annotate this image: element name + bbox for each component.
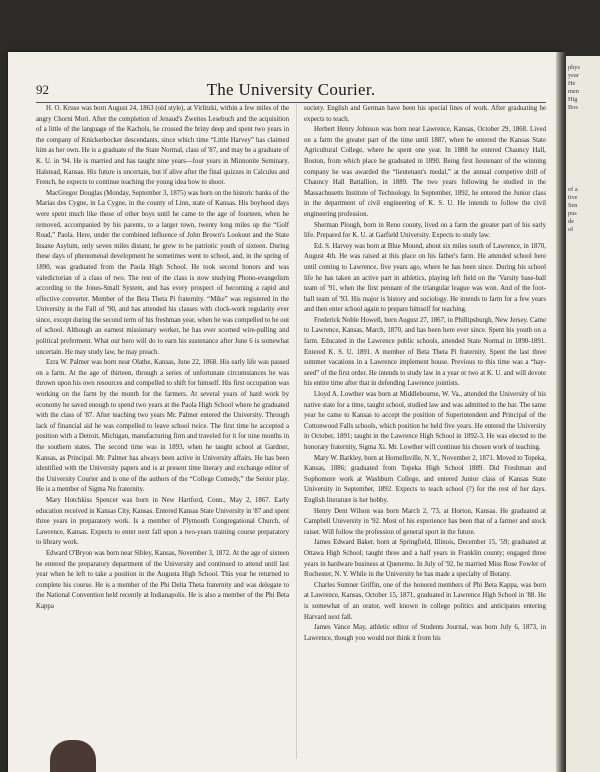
side-fragment: Hig [568,96,578,103]
bio-paragraph-continued: society. English and German have been his special lines of work. After graduating he expects to teach. [304,105,546,123]
book-binding [556,52,566,772]
left-column [36,104,289,613]
side-fragment: tive [568,194,578,201]
bio-paragraph: Frederick Noble Howell, born August 27, 1867, in Phillipsburgh, New Jersey. Came to Lawrence, Kansas, March, 1870, and has been here ever since. Spent his youth on a farm. Educated in the Lawrence public schools, attended State Normal in 1890-1891. Entered K. S. U. 1891. A member of Beta Theta Pi fraternity. Spent the last three summer vacations in a Lawrence implement house. Previous to this time was a “hay-seed” of the first order. He intends to study law in a year or two at K. U. and will devote his entire time after that in defending Lawrence jointists. [304,316,546,388]
column-divider [296,104,297,759]
bio-paragraph: Ed. S. Harvey was born at Blue Mound, about six miles south of Lawrence, in 1870, August 4th. He was raised at this place on his father's farm. He attended school here until coming to Lawrence, five years ago, where he has been since. During his school life he has taken an active part in athletics, playing left field on the 'Varsity base-ball team of '91, when the first pennant of the triangular league was won. And of the foot-ball team of '93. His major is history and sociology. He intends to farm for a few years and then enter school again to prepare himself for teaching. [304,242,546,314]
adjacent-page-edge [566,56,600,772]
bio-paragraph: Mary W. Barkley, born at Hornellsville, N. Y., November 2, 1871. Moved to Topeka, Kansas, 1886; graduated from Topeka High School 1889. Did Freshman and Sophomore work at Washburn College, and entered Junior class of Kansas State University in September, 1892. Expects to teach school (?) for the rest of her days. English literature is her hobby. [304,454,546,504]
bio-paragraph: Charles Sumner Griffin, one of the honored members of Phi Beta Kappa, was born at Lawrence, Kansas, October 15, 1871, graduated in Lawrence High School in '88. He is somewhat of an orator, well known in college politics and anticipates entering Harvard next fall. [304,581,546,621]
side-fragment: of a [568,186,578,193]
side-fragment: year [568,72,579,79]
side-fragment: men [568,88,579,95]
side-fragment: Sen [568,202,578,209]
bio-paragraph: James Vance May, athletic editor of Students Journal, was born July 6, 1873, in Lawrence, though you would not think it from his [304,624,546,642]
bio-paragraph: Herbert Henry Johnson was born near Lawrence, Kansas, October 29, 1868. Lived on a farm the greater part of the time until 1887, when he entered the Kansas State Agricultural College, where he spent one year. In 1888 he entered Chauncy Hall, Boston, from which place he graduated in 1890. Being first lieutenant of the winning company he was awarded the “lieutenant's medal,” at the annual competive drill of Chauncy Hall Battallion, in 1889. The two years following he studied in the Massachusetts Institute of Technology. In September, 1892, he entered the Junior class in the department of civil engineering of K. S. U. He intends to follow the civil engineering profession. [304,126,546,218]
bio-paragraph: MacGregor Douglas (Monday, September 3, 1875) was born on the historic banks of the Marias des Cygne, in La Cygne, in the county of Linn, state of Kansas. His boyhood days were spent much like those of other boys until he came to the age of fourteen, when he removed, accompanied by his parents, to a larger town, twenty long miles up the “Golf Road,” Paola. Here, under the combined influence of John Brown's Lookout and the State Insane Asylum, only seven miles distant, he grew to be patriotic youth of sixteen. During these days of phenomenal development he sometimes went to school, and, in the spring of 1890, was graduated from the Paola High School. He took second honors and was valedictorian of a class of two. The rest of the class is now studying Phono-evangelism according to the Jones-Small System, and has every prospect of becoming a rapid and effective converter. Member of the Beta Theta Pi fraternity. “Mike” was registered in the University in the Fall of '90, and has attended his classes with clock-work regularity ever since, except during the second term of his freshman year, when he was compelled to be out of school. Although an earnest missionary worker, he has ever scorned wire-pulling and political preferment. What our hero will do to earn his sustenance after June 6 is somewhat uncertain. He may study law, he may preach. [36,189,289,356]
bio-paragraph: Lloyd A. Lowther was born at Middlebourne, W. Va., attended the University of his native state for a time, taught school, studied law and was admitted to the bar. The same year he came to Kansas to accept the position of Superintendent and Principal of the Cottonwood Falls schools, which position he held five years. He entered the University in October, 1891; taught in the Lawrence High School in 1892-3. He was elected to the honorary fraternity, Sigma Xi. Mr. Lowther will continue his chosen work of teaching. [304,391,546,451]
bio-paragraph: H. O. Kruse was born August 24, 1863 (old style), at Virlitzki, within a few miles of the angry Chorni Mori. After the completion of Jenaud's Zweites Lesebuch and the acquisition of a little of the language of the Kachols, he crossed the briny deep and spent two years in the company of Knickerbocker descendants, since which time “Little Harvey” has claimed him as her own. He is a graduate of the State Normal, class of '87, and may be a graduate of K. U. in '94. He is married and has taught nine years—four years in Minnonite Seminary, Halstead, Kansas. His future is uncertain, but if alive after the final quizzes in Calculus and French, he expects to continue teaching the young idea how to shoot. [36,105,289,187]
side-fragment: He [568,80,576,87]
scanner-thumb [50,740,96,772]
bio-paragraph: James Edward Baker, born at Springfield, Illinois, December 15, '59; graduated at Ottawa High School; taught three and a half years in Franklin county; engaged three years in hardware business at Quenemo. In July of '92, he married Miss Rose Fowler of Rochester, N. Y. While in the University he has made a specialty of Botany. [304,539,546,579]
page-header [36,80,546,103]
side-fragment: phys [568,64,580,71]
page-number: 92 [36,82,49,97]
bio-paragraph: Ezra W. Palmer was born near Olathe, Kansas, June 22, 1868. His early life was passed on a farm. At the age of thirteen, through a series of unfortunate circumstances he was thrown upon his own resources and compelled to shift for himself. His first occupation was working on the farm by the month for the farmers. At several years of hard work by economy he saved enough to spend two years at the Paola High School where he graduated with the class of '87. After teaching two years Mr. Palmer entered the University. Through lack of financial aid he was compelled to leave school twice. The first time he accepted a position with a Detroit, Michigan, manufacturing firm and traveled for it for nine months in the southern states. The second time was in 1893, when he taught school at Gardner, Kansas, as Principal. Mr. Palmer has always been active in University affairs. He has been identified with the University papers and is at present time literary and exchange editor of the University Courier and is one of the authors of the “College Comedy,” the Senior play. He is a member of Sigma Nu fraternity. [36,359,289,494]
right-column [304,104,546,644]
page-title: The University Courier. [206,80,376,99]
side-fragment: de [568,218,574,225]
side-fragment: of [568,226,574,233]
bio-paragraph: Sherman Plough, born in Reno county, lived on a farm the greater part of his early life. Prepared for K. U. at Garfield University. Expects to study law. [304,221,546,240]
bio-paragraph: Henry Dent Wilson was born March 2, '73, at Horton, Kansas. He graduated at Campbell University in '92. Most of his experience has been that of a farmer and stock raiser. Will follow the profession of general sport in the future. [304,507,546,536]
bio-paragraph: Edward O'Bryon was born near Sibley, Kansas, November 3, 1872. At the age of sixteen he entered the preparatory department of the University and continued to attend until last year when he left to take a position in the Augusta High School. This year he returned to complete his course. He is a member of the Phi Delta Theta fraternity and was delegate to the National Convention held recently at Indianapolis. He is also a member of the Phi Beta Kappa [36,549,289,610]
bio-paragraph: Mary Hotchkiss Spencer was born in New Hartford, Conn., May 2, 1867. Early education received in Kansas City, Kansas. Entered Kansas State University in '87 and spent three years in preparatory work. Is a member of Plymouth Congregational Church, of Lawrence, Kansas. Expects to enter next fall upon a two-years training course preparatory to library work. [36,496,289,547]
side-fragment: pus [568,210,577,217]
side-fragment: Bos [568,104,578,111]
